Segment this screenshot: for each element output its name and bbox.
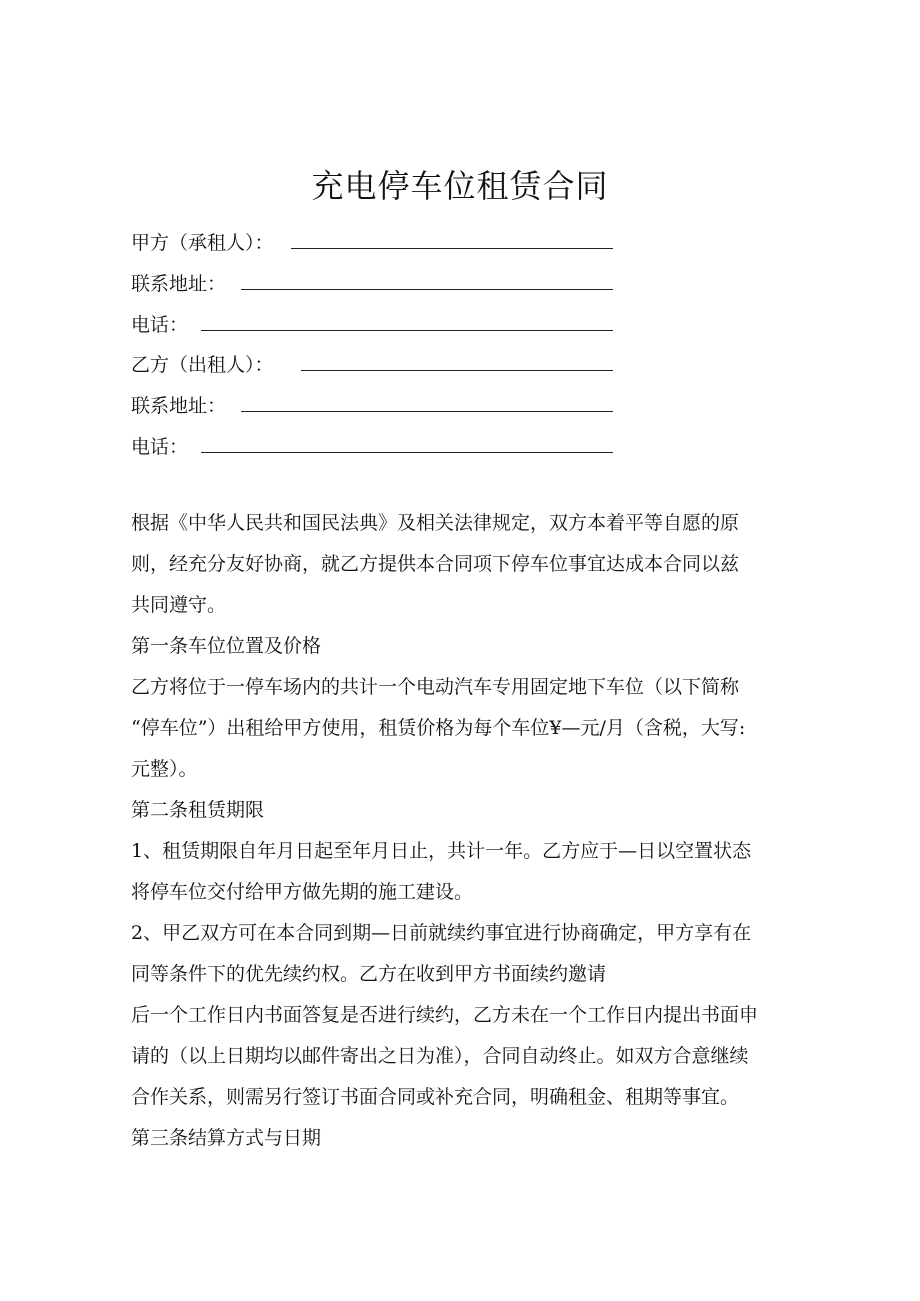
article-2-item-2-line: 合作关系，则需另行签订书面合同或补充合同，明确租金、租期等事宜。 [131,1086,740,1108]
article-2-item-2-line: 后一个工作日内书面答复是否进行续约，乙方未在一个工作日内提出书面申 [131,1004,759,1026]
article-2-item-1-line: 1、租赁期限自年月日起至年月日止，共计一年。乙方应于—日以空置状态 [131,840,752,862]
party-b-name-blank[interactable] [301,370,613,371]
party-b-phone-label: 电话： [131,436,189,458]
party-b-name-field [131,350,613,380]
article-2-item-2-line: 2、甲乙双方可在本合同到期—日前就续约事宜进行协商确定，甲方享有在 [131,922,752,944]
contract-body [131,503,801,1159]
article-3-heading: 第三条结算方式与日期 [131,1127,322,1149]
article-1-line: “停车位”）出租给甲方使用，租赁价格为每个车位¥—元/月（含税，大写: [131,717,746,739]
party-b-address-field [131,391,613,421]
party-a-name-field [131,228,613,258]
party-a-address-field [131,269,613,299]
article-2-heading: 第二条租赁期限 [131,799,265,821]
party-a-phone-label: 电话： [131,314,189,336]
article-2-item-2-line: 同等条件下的优先续约权。乙方在收到甲方书面续约邀请 [131,963,607,985]
party-a-name-label: 甲方（承租人）： [131,232,274,254]
article-1-line: 元整）。 [131,758,198,780]
document-title: 充电停车位租赁合同 [311,167,609,205]
party-a-phone-field [131,310,613,340]
party-b-phone-blank[interactable] [201,452,613,453]
article-2-item-2-line: 请的（以上日期均以邮件寄出之日为准），合同自动终止。如双方合意继续 [131,1045,749,1067]
article-1-line: 乙方将位于一停车场内的共计一个电动汽车专用固定地下车位（以下简称 [131,676,740,698]
party-b-name-label: 乙方（出租人）： [131,354,274,376]
party-a-address-blank[interactable] [241,289,613,290]
party-b-phone-field [131,432,613,462]
preamble-line: 则，经充分友好协商，就乙方提供本合同项下停车位事宜达成本合同以兹 [131,553,740,575]
party-a-address-label: 联系地址： [131,273,227,295]
party-b-address-label: 联系地址： [131,395,227,417]
preamble-line: 共同遵守。 [131,594,227,616]
article-1-heading: 第一条车位位置及价格 [131,635,322,657]
article-2-item-1-line: 将停车位交付给甲方做先期的施工建设。 [131,881,474,903]
party-a-name-blank[interactable] [291,248,613,249]
party-a-phone-blank[interactable] [201,330,613,331]
party-b-address-blank[interactable] [241,411,613,412]
preamble-line: 根据《中华人民共和国民法典》及相关法律规定，双方本着平等自愿的原 [131,512,740,534]
